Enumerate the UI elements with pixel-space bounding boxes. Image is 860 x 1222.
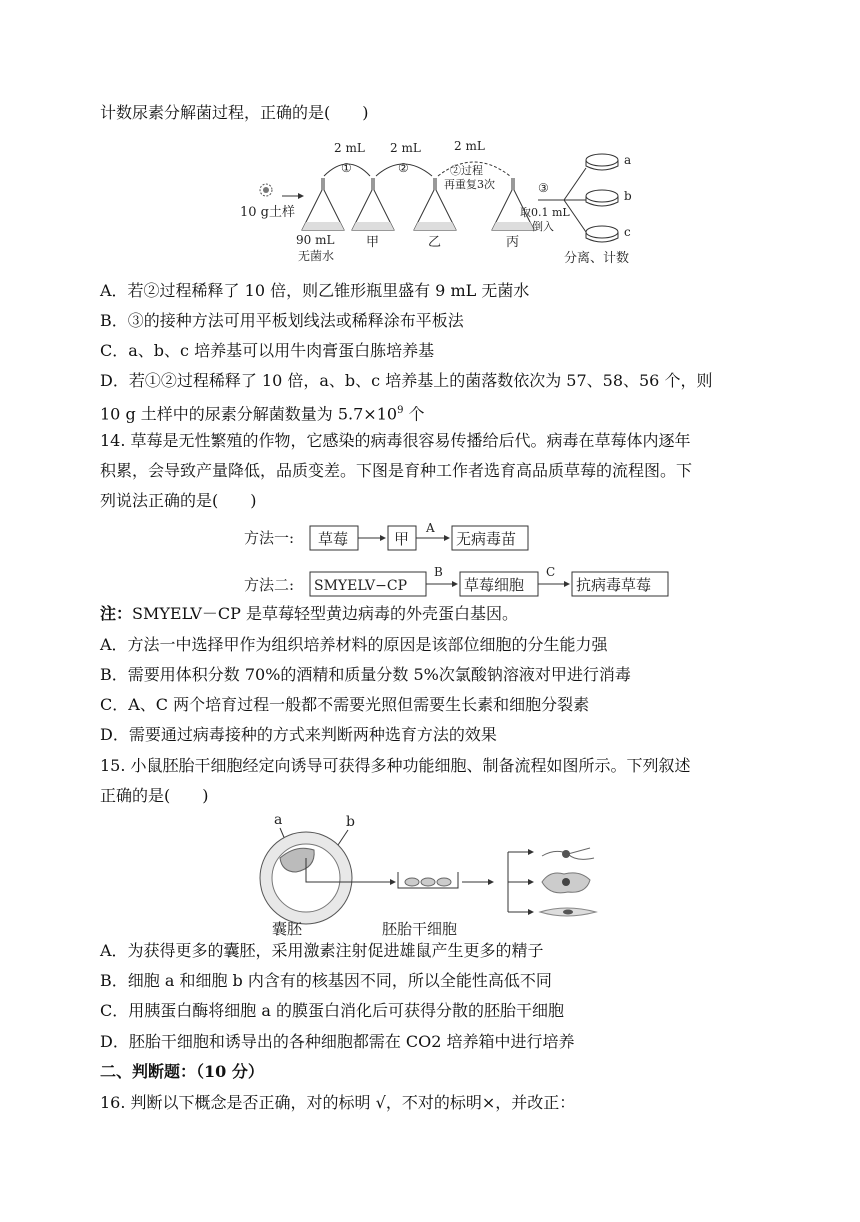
blastocyst-figure bbox=[250, 808, 630, 938]
svg-text:c: c bbox=[624, 225, 631, 239]
q13-option-c: C．a、b、c 培养基可以用牛肉膏蛋白胨培养基 bbox=[100, 341, 435, 360]
q14-stem-3: 列说法正确的是( ) bbox=[100, 491, 257, 510]
q13-option-d-cont: 10 g 土样中的尿素分解菌数量为 $5.7\times 10^9$ 个 bbox=[100, 404, 425, 424]
svg-text:取0.1 mL: 取0.1 mL bbox=[520, 206, 570, 219]
q15-option-a: A．为获得更多的囊胚，采用激素注射促进雄鼠产生更多的精子 bbox=[100, 941, 544, 960]
plate-a bbox=[586, 154, 618, 170]
svg-text:C: C bbox=[546, 565, 556, 579]
svg-text:草莓: 草莓 bbox=[318, 530, 349, 548]
q13-option-b: B．③的接种方法可用平板划线法或稀释涂布平板法 bbox=[100, 311, 464, 330]
flask-jia-label: 甲 bbox=[366, 235, 380, 250]
q13-option-a: A．若②过程稀释了 10 倍，则乙锥形瓶里盛有 9 mL 无菌水 bbox=[100, 281, 530, 300]
svg-text:a: a bbox=[274, 812, 283, 828]
q13-option-d: D．若①②过程稀释了 10 倍，a、b、c 培养基上的菌落数依次为 57、58、56 个，则 bbox=[100, 371, 713, 390]
flask0-desc: 无菌水 bbox=[298, 249, 335, 263]
irregular-cell bbox=[542, 873, 590, 893]
neuron-cell bbox=[542, 848, 594, 859]
q16-stem: 16. 判断以下概念是否正确，对的标明 √，不对的标明×，并改正： bbox=[100, 1093, 576, 1112]
flask-water bbox=[302, 178, 344, 230]
svg-text:2 mL: 2 mL bbox=[454, 139, 485, 153]
svg-text:②: ② bbox=[398, 161, 409, 175]
q15-stem-1: 15. 小鼠胚胎干细胞经定向诱导可获得多种功能细胞、制备流程如图所示。下列叙述 bbox=[100, 756, 691, 775]
svg-text:草莓细胞: 草莓细胞 bbox=[464, 576, 525, 594]
q14-option-c: C．A、C 两个培育过程一般都不需要光照但需要生长素和细胞分裂素 bbox=[100, 695, 590, 714]
sample-label: 10 g土样 bbox=[240, 205, 295, 220]
svg-text:③: ③ bbox=[538, 181, 549, 195]
result-label: 分离、计数 bbox=[564, 251, 630, 266]
dilution-figure bbox=[238, 138, 658, 268]
svg-text:2 mL: 2 mL bbox=[390, 141, 421, 155]
svg-text:b: b bbox=[346, 814, 355, 830]
q14-stem-1: 14. 草莓是无性繁殖的作物，它感染的病毒很容易传播给后代。病毒在草莓体内逐年 bbox=[100, 431, 691, 450]
svg-text:2 mL: 2 mL bbox=[334, 141, 365, 155]
svg-text:倒入: 倒入 bbox=[532, 220, 554, 233]
section-heading: 二、判断题：（10 分） bbox=[100, 1062, 264, 1081]
flask-yi-label: 乙 bbox=[428, 235, 442, 250]
svg-text:a: a bbox=[624, 153, 632, 167]
q15-option-b: B．细胞 a 和细胞 b 内含有的核基因不同，所以全能性高低不同 bbox=[100, 971, 552, 990]
q15-stem-2: 正确的是( ) bbox=[100, 786, 209, 805]
spindle-cell bbox=[540, 908, 596, 916]
q15-option-c: C．用胰蛋白酶将细胞 a 的膜蛋白消化后可获得分散的胚胎干细胞 bbox=[100, 1001, 564, 1020]
q13-stem: 计数尿素分解菌过程，正确的是( ) bbox=[100, 103, 369, 122]
flask0-vol: 90 mL bbox=[296, 233, 335, 247]
breeding-flowchart bbox=[240, 518, 680, 602]
svg-text:②过程: ②过程 bbox=[450, 164, 483, 177]
q14-option-d: D．需要通过病毒接种的方式来判断两种选育方法的效果 bbox=[100, 725, 497, 744]
svg-text:①: ① bbox=[341, 161, 352, 175]
q14-note: 注：SMYELV－CP 是草莓轻型黄边病毒的外壳蛋白基因。 bbox=[100, 604, 518, 623]
soil-sample-icon bbox=[260, 184, 272, 196]
svg-text:囊胚: 囊胚 bbox=[272, 920, 303, 938]
flask-bing-label: 丙 bbox=[506, 235, 520, 250]
plate-c bbox=[586, 226, 618, 242]
svg-text:B: B bbox=[434, 565, 443, 579]
plate-b bbox=[586, 190, 618, 206]
svg-text:方法二:: 方法二: bbox=[244, 576, 295, 594]
svg-text:无病毒苗: 无病毒苗 bbox=[456, 530, 517, 548]
svg-text:甲: 甲 bbox=[394, 530, 410, 548]
svg-text:方法一:: 方法一: bbox=[244, 529, 295, 547]
svg-text:抗病毒草莓: 抗病毒草莓 bbox=[576, 576, 652, 594]
svg-text:再重复3次: 再重复3次 bbox=[444, 178, 495, 191]
svg-text:A: A bbox=[426, 521, 435, 535]
q15-option-d: D．胚胎干细胞和诱导出的各种细胞都需在 CO2 培养箱中进行培养 bbox=[100, 1032, 575, 1051]
q14-option-b: B．需要用体积分数 70%的酒精和质量分数 5%次氯酸钠溶液对甲进行消毒 bbox=[100, 665, 631, 684]
culture-dish bbox=[398, 872, 458, 888]
svg-text:SMYELV−CP: SMYELV−CP bbox=[314, 578, 407, 594]
svg-text:b: b bbox=[624, 189, 632, 203]
svg-text:胚胎干细胞: 胚胎干细胞 bbox=[382, 920, 458, 938]
q14-option-a: A．方法一中选择甲作为组织培养材料的原因是该部位细胞的分生能力强 bbox=[100, 635, 608, 654]
q14-stem-2: 积累，会导致产量降低，品质变差。下图是育种工作者选育高品质草莓的流程图。下 bbox=[100, 461, 693, 480]
